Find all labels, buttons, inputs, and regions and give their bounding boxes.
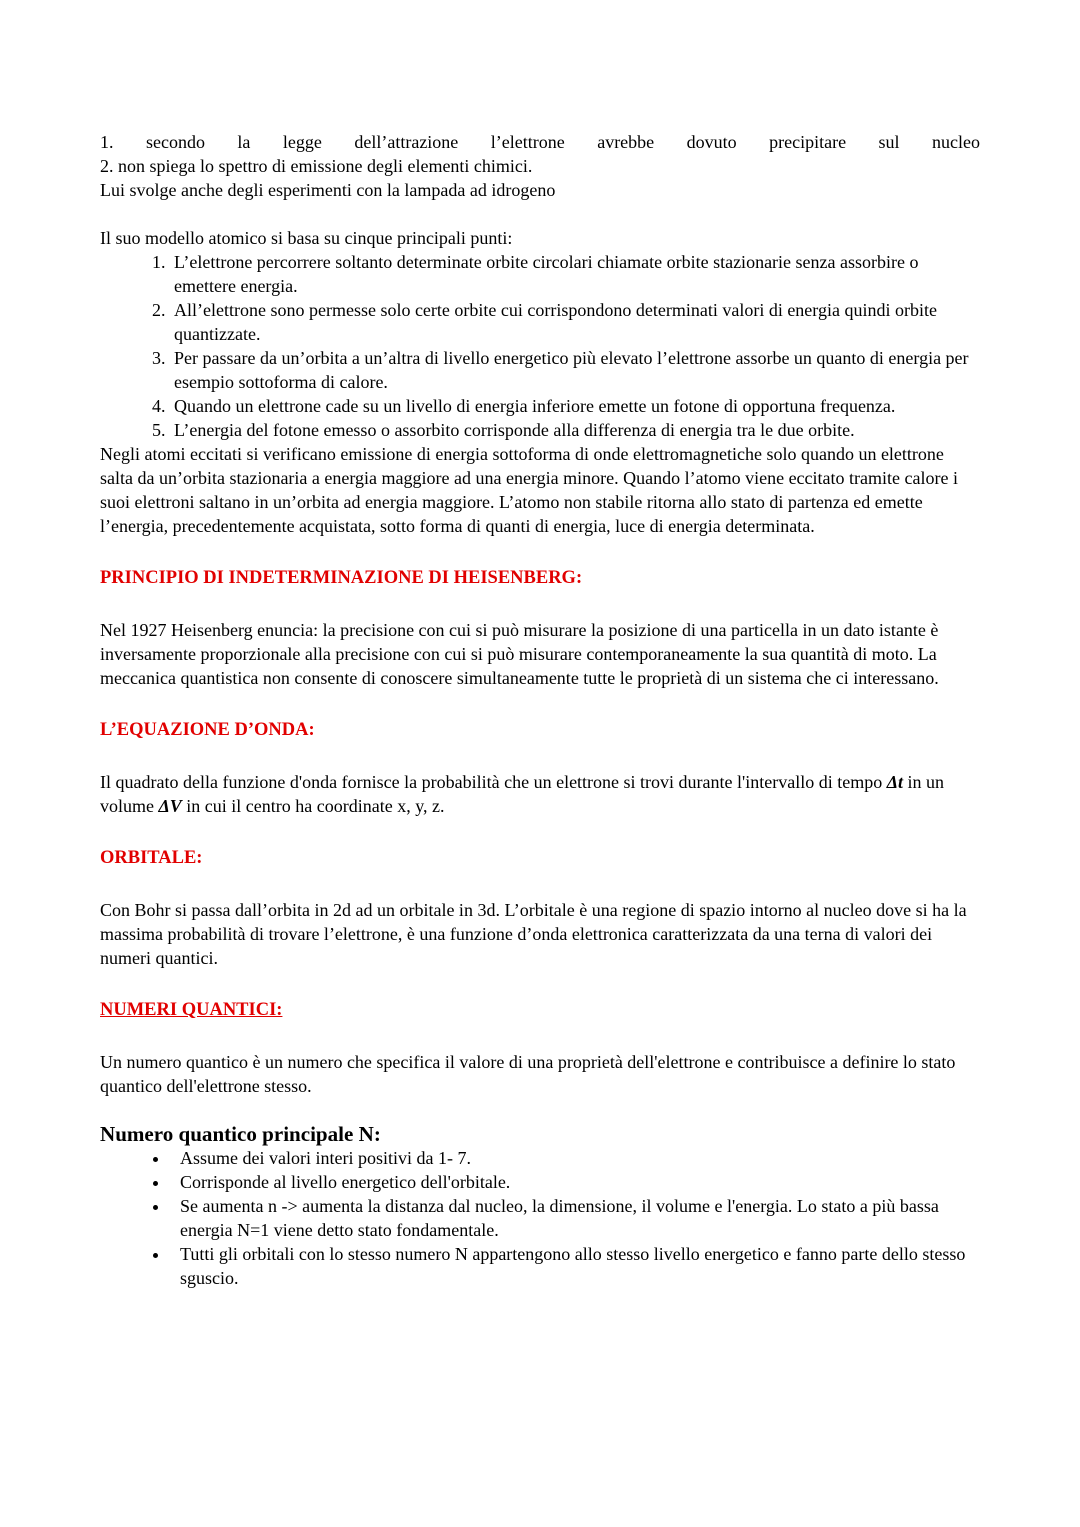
list-item: 4. Quando un elettrone cade su un livello di energia inferiore emette un fotone di opportuna frequenza. [170,394,980,418]
bohr-intro: Il suo modello atomico si basa su cinque principali punti: [100,228,513,248]
numeri-quantici-body: Un numero quantico è un numero che specifica il valore di una proprietà dell'elettrone e contribuisce a definire lo stato quantico dell'elettrone stesso. [100,1052,956,1096]
list-item: • Assume dei valori interi positivi da 1- 7. [170,1146,980,1170]
list-item: • Corrisponde al livello energetico dell'orbitale. [170,1170,980,1194]
numero-principale-bullets [100,1146,980,1290]
document-page [100,130,980,1290]
wave-eq-text-1: Il quadrato della funzione d'onda fornisce la probabilità che un elettrone si trovi durante l'intervallo di tempo [100,772,887,792]
heisenberg-body: Nel 1927 Heisenberg enuncia: la precisione con cui si può misurare la posizione di una particella in un dato istante è inversamente proporzionale alla precisione con cui si può misurare contemporaneamente la sua quantità di moto. La meccanica quantistica non consente di conoscere simultaneamente tutte le proprietà di un sistema che ci interessano. [100,620,939,688]
wave-eq-text-3: in cui il centro ha coordinate x, y, z. [181,796,445,816]
list-item: • Se aumenta n -> aumenta la distanza dal nucleo, la dimensione, il volume e l'energia. Lo stato a più bassa energia N=1 viene detto stato fondamentale. [170,1194,980,1242]
subheading-numero-quantico-principale: Numero quantico principale N: [100,1122,381,1146]
section-heading-orbitale: ORBITALE: [100,848,203,868]
list-item: 5. L’energia del fotone emesso o assorbito corrisponde alla differenza di energia tra le due orbite. [170,418,980,442]
orbitale-body: Con Bohr si passa dall’orbita in 2d ad un orbitale in 3d. L’orbitale è una regione di spazio intorno al nucleo dove si ha la massima probabilità di trovare l’elettrone, è una funzione d’onda elettronica caratterizzata da una terna di valori dei numeri quantici. [100,900,967,968]
section-heading-numeri-quantici: NUMERI QUANTICI: [100,1000,283,1020]
criticism-line-2: 2. non spiega lo spettro di emissione degli elementi chimici. [100,156,533,176]
wave-eq-text-2: in un volume [100,772,945,816]
wave-equation-body [100,770,980,818]
list-item: 1. L’elettrone percorrere soltanto determinate orbite circolari chiamate orbite stazionarie senza assorbire o emettere energia. [170,250,980,298]
list-item: 3. Per passare da un’orbita a un’altra di livello energetico più elevato l’elettrone assorbe un quanto di energia per esempio sottoforma di calore. [170,346,980,394]
list-item: • Tutti gli orbitali con lo stesso numero N appartengono allo stesso livello energetico e fanno parte dello stesso sguscio. [170,1242,980,1290]
delta-t-symbol: Δt [886,772,904,792]
spacer [100,202,980,226]
list-item: 2. All’elettrone sono permesse solo certe orbite cui corrispondono determinati valori di energia quindi orbite quantizzate. [170,298,980,346]
bohr-outro: Negli atomi eccitati si verificano emissione di energia sottoforma di onde elettromagnetiche solo quando un elettrone salta da un’orbita stazionaria a energia maggiore ad una energia minore. Quando l’atomo viene eccitato tramite calore i suoi elettroni saltano in un’orbita ad energia maggiore. L’atomo non stabile ritorna allo stato di partenza ed emette l’energia, precedentemente acquistata, sotto forma di quanti di energia, luce di energia determinata. [100,444,958,536]
criticism-line-3: Lui svolge anche degli esperimenti con la lampada ad idrogeno [100,180,556,200]
bohr-points-list [100,250,980,442]
delta-v-symbol: ΔV [158,796,182,816]
criticism-line-1: 1. secondo la legge dell’attrazione l’elettrone avrebbe dovuto precipitare sul nucleo [100,132,980,152]
section-heading-equazione-onda: L’EQUAZIONE D’ONDA: [100,720,315,740]
section-heading-heisenberg: PRINCIPIO DI INDETERMINAZIONE DI HEISENBERG: [100,568,583,588]
